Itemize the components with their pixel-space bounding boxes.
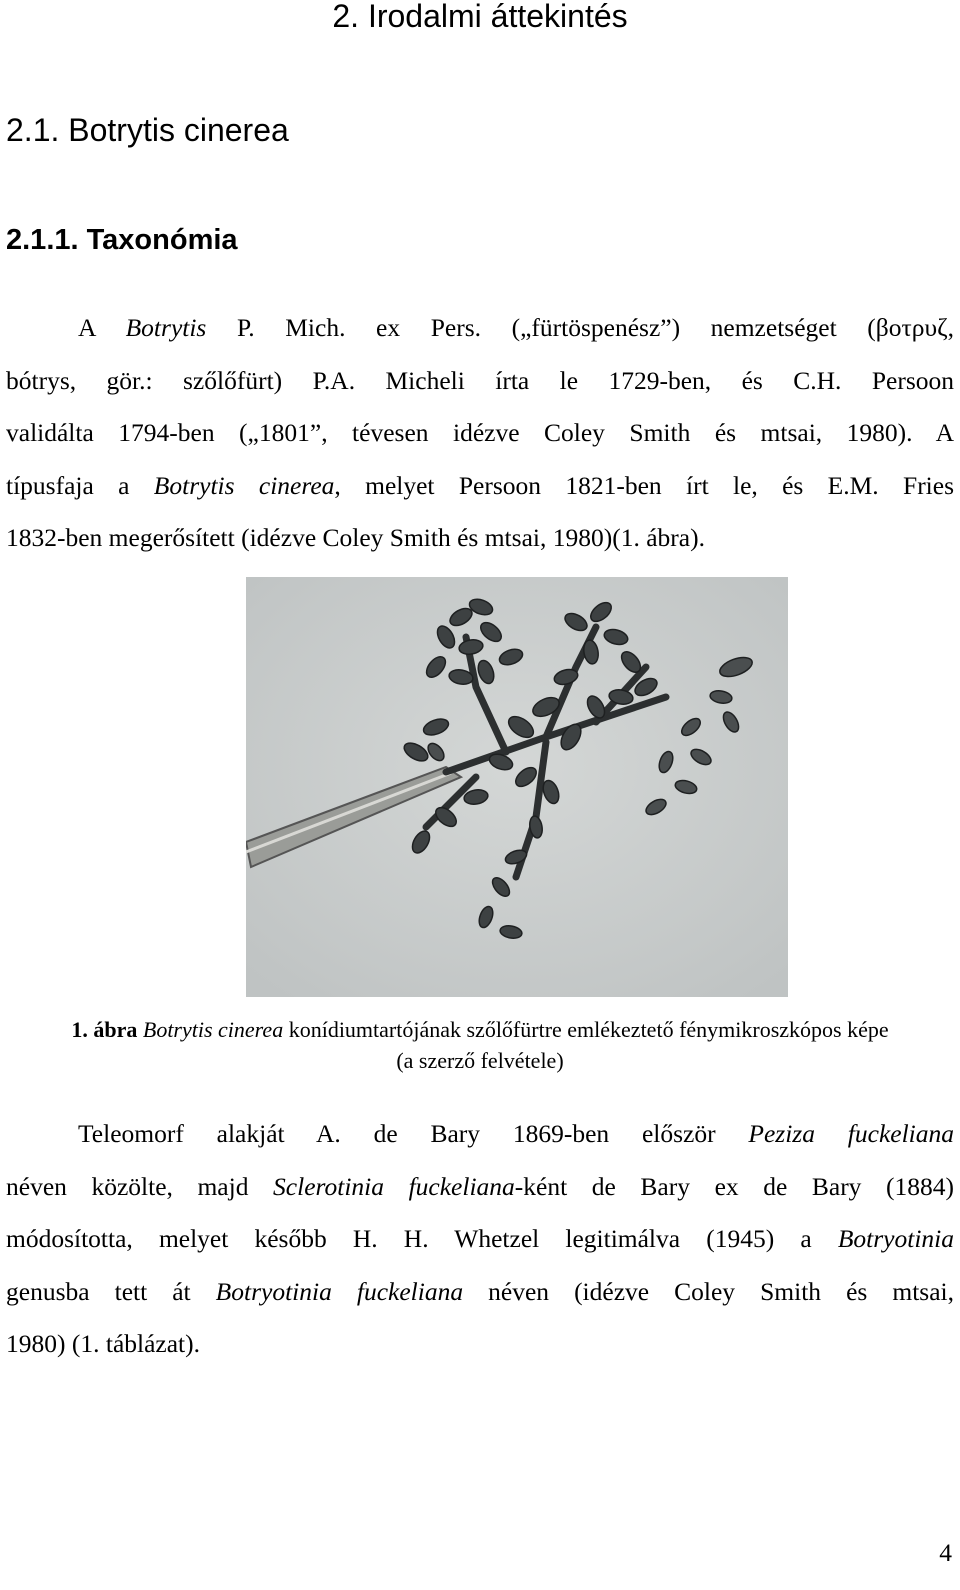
text-line: bótrys, gör.: szőlőfürt) P.A. Micheli írta le 1729-ben, és C.H. Persoon xyxy=(6,365,954,395)
text-line: 1980) (1. táblázat). xyxy=(6,1329,201,1358)
text-line: módosította, melyet később H. H. Whetzel legitimálva (1945) a Botryotinia xyxy=(6,1224,954,1253)
subsection-heading: 2.1.1. Taxonómia xyxy=(6,224,238,256)
italic-species: Botryotinia fuckeliana xyxy=(215,1276,464,1306)
text-line: Teleomorf alakját A. de Bary 1869-ben először Peziza fuckeliana xyxy=(78,1119,954,1148)
text-line: genusba tett át Botryotinia fuckeliana néven (idézve Coley Smith és mtsai, xyxy=(6,1276,954,1306)
caption-species: Botrytis cinerea xyxy=(142,1017,284,1042)
caption-text: konídiumtartójának szőlőfürtre emlékeztető fénymikroszkópos képe xyxy=(283,1017,889,1042)
italic-genus: Botrytis xyxy=(125,313,207,342)
section-heading-text: 2.1. Botrytis cinerea xyxy=(6,112,289,148)
italic-genus: Botryotinia xyxy=(837,1224,954,1253)
microscope-photo xyxy=(246,577,788,997)
chapter-heading: 2. Irodalmi áttekintés xyxy=(332,0,628,34)
text-line: néven közölte, majd Sclerotinia fuckeliana-ként de Bary ex de Bary (1884) xyxy=(6,1171,954,1201)
conidiophore-illustration xyxy=(246,577,788,997)
text-line: validálta 1794-ben („1801”, tévesen idézve Coley Smith és mtsai, 1980). A xyxy=(6,418,954,447)
caption-label: 1. ábra xyxy=(71,1017,138,1042)
text-line: 1832-ben megerősített (idézve Coley Smith és mtsai, 1980)(1. ábra). xyxy=(6,523,705,552)
section-heading xyxy=(6,112,289,149)
page-number: 4 xyxy=(939,1538,952,1567)
italic-species: Sclerotinia fuckeliana xyxy=(273,1171,515,1201)
paragraph-taxonomy-intro xyxy=(6,302,954,565)
text-line: típusfaja a Botrytis cinerea, melyet Persoon 1821-ben írt le, és E.M. Fries xyxy=(6,470,955,500)
italic-species: Peziza fuckeliana xyxy=(748,1119,954,1148)
paragraph-teleomorph xyxy=(6,1108,954,1371)
figure-caption xyxy=(0,1014,960,1076)
caption-credit: (a szerző felvétele) xyxy=(396,1048,564,1073)
text-line: A Botrytis P. Mich. ex Pers. („fürtöspenész”) nemzetséget (βοτρυζ, xyxy=(78,313,955,342)
italic-species: Botrytis cinerea xyxy=(153,470,335,500)
